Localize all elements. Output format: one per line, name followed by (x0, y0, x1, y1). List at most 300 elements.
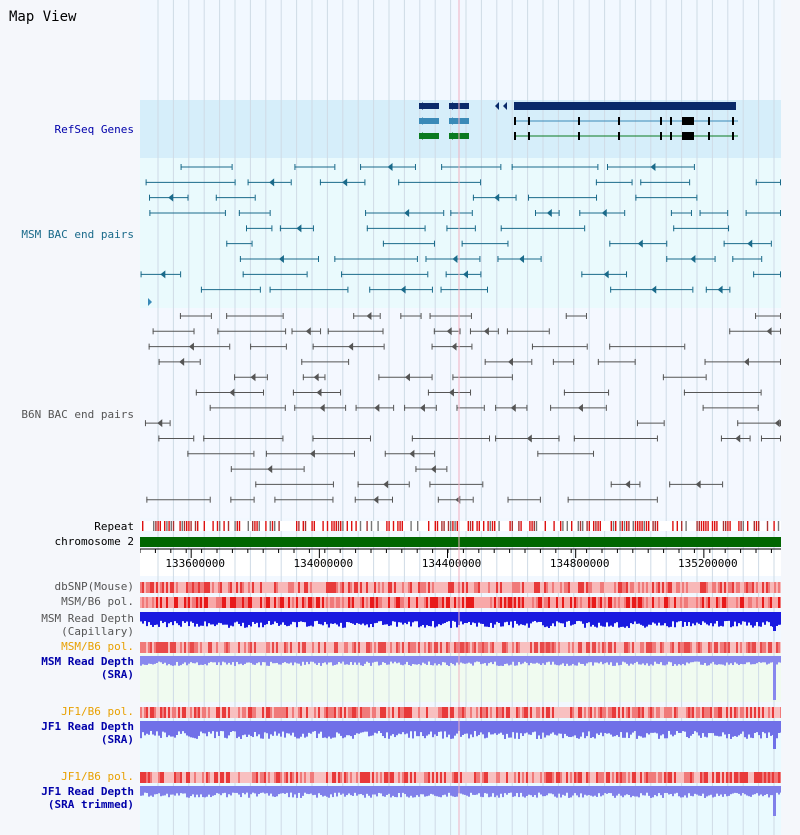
depth-bar (628, 721, 630, 738)
depth-bar (234, 656, 236, 666)
depth-bar (266, 612, 268, 624)
depth-bar (492, 786, 494, 793)
depth-bar (414, 656, 416, 664)
density-cell (380, 582, 382, 593)
density-cell (264, 642, 266, 653)
depth-bar (392, 721, 394, 734)
bac-end (250, 344, 251, 350)
depth-bar (188, 656, 190, 664)
bac-end (780, 328, 781, 334)
depth-bar (596, 612, 598, 628)
depth-bar (362, 656, 364, 666)
msm-b6-pol-2-label[interactable]: MSM/B6 pol. (61, 640, 134, 653)
density-cell (380, 642, 382, 653)
density-cell (404, 597, 406, 608)
jf1-read-depth-trim-label-1[interactable]: JF1 Read Depth (41, 785, 134, 798)
depth-bar (676, 612, 678, 622)
bac-end (432, 374, 433, 380)
depth-bar (256, 656, 258, 663)
bac-end (153, 328, 154, 334)
bac-end (211, 313, 212, 319)
density-cell (754, 772, 756, 783)
bac-end (378, 374, 379, 380)
density-cell (200, 707, 202, 718)
density-cell (638, 772, 640, 783)
refseq-genes-label[interactable]: RefSeq Genes (54, 123, 134, 136)
msm-b6-pol-label[interactable]: MSM/B6 pol. (61, 595, 134, 608)
density-cell (530, 772, 532, 783)
density-cell (346, 597, 348, 608)
density-cell (268, 642, 270, 653)
density-cell (148, 582, 150, 593)
axis-tick-label: 134800000 (549, 557, 610, 570)
density-cell (392, 597, 394, 608)
density-cell (148, 772, 150, 783)
depth-bar (740, 786, 742, 796)
depth-bar (302, 612, 304, 622)
density-cell (668, 707, 670, 718)
depth-bar (198, 656, 200, 665)
depth-bar (446, 612, 448, 622)
depth-bar (452, 786, 454, 796)
bac-end (398, 179, 399, 185)
density-cell (540, 582, 542, 593)
bac-end (400, 313, 401, 319)
density-cell (752, 597, 754, 608)
depth-bar (602, 656, 604, 664)
depth-bar (162, 656, 164, 664)
density-cell (358, 642, 360, 653)
depth-bar (194, 656, 196, 663)
density-cell (778, 707, 780, 718)
density-cell (780, 642, 781, 653)
depth-bar (380, 721, 382, 733)
repeat-mark (652, 521, 653, 531)
bac-end (253, 451, 254, 457)
depth-bar (414, 721, 416, 731)
depth-bar (226, 721, 228, 738)
depth-bar (596, 656, 598, 663)
density-cell (368, 642, 370, 653)
depth-bar (540, 721, 542, 739)
density-cell (478, 642, 480, 653)
density-cell (232, 772, 234, 783)
density-cell (600, 707, 602, 718)
density-cell (280, 582, 282, 593)
depth-bar (362, 786, 364, 795)
density-cell (746, 642, 748, 653)
dbsnp-label[interactable]: dbSNP(Mouse) (54, 580, 134, 593)
density-cell (188, 707, 190, 718)
depth-bar (470, 656, 472, 664)
depth-bar (508, 656, 510, 665)
density-cell (602, 707, 604, 718)
depth-bar (562, 656, 564, 663)
depth-bar (394, 612, 396, 622)
density-cell (320, 772, 322, 783)
bac-end (626, 271, 627, 277)
depth-bar (292, 786, 294, 797)
density-cell (608, 597, 610, 608)
density-cell (738, 597, 740, 608)
density-cell (426, 582, 428, 593)
density-cell (514, 772, 516, 783)
depth-bar (764, 656, 766, 662)
repeat-mark (184, 521, 185, 531)
density-cell (668, 642, 670, 653)
depth-bar (536, 721, 538, 739)
density-cell (584, 642, 586, 653)
density-cell (314, 582, 316, 593)
depth-bar (258, 656, 260, 662)
density-cell (746, 707, 748, 718)
depth-bar (374, 786, 376, 794)
depth-bar (610, 786, 612, 793)
depth-bar (466, 612, 468, 623)
exon (732, 117, 734, 125)
density-cell (734, 597, 736, 608)
depth-bar (514, 656, 516, 666)
density-cell (418, 642, 420, 653)
depth-bar (368, 721, 370, 736)
density-cell (152, 597, 154, 608)
depth-bar (612, 612, 614, 627)
bac-end (541, 256, 542, 262)
depth-bar (586, 656, 588, 663)
depth-bar (502, 656, 504, 666)
depth-bar (346, 612, 348, 622)
density-cell (238, 772, 240, 783)
density-cell (374, 582, 376, 593)
depth-bar (764, 721, 766, 733)
depth-bar (688, 721, 690, 738)
depth-bar (264, 612, 266, 625)
density-cell (586, 772, 588, 783)
density-cell (566, 707, 568, 718)
density-cell (362, 582, 364, 593)
depth-bar (408, 721, 410, 738)
depth-bar (588, 656, 590, 662)
density-cell (460, 597, 462, 608)
density-cell (164, 597, 166, 608)
depth-bar (338, 612, 340, 626)
density-cell (660, 707, 662, 718)
density-cell (746, 597, 748, 608)
depth-bar (714, 721, 716, 736)
depth-bar (664, 612, 666, 623)
depth-bar (226, 656, 228, 665)
bac-end (434, 328, 435, 334)
depth-bar (646, 786, 648, 793)
depth-bar (576, 786, 578, 795)
density-cell (498, 707, 500, 718)
depth-bar (304, 656, 306, 665)
depth-bar (424, 721, 426, 738)
depth-bar (218, 721, 220, 736)
depth-bar (274, 786, 276, 797)
density-cell (696, 642, 698, 653)
repeat-mark (672, 521, 673, 531)
bac-end (267, 374, 268, 380)
density-cell (708, 597, 710, 608)
depth-bar (148, 721, 150, 735)
depth-bar (390, 721, 392, 736)
density-cell (290, 707, 292, 718)
density-cell (142, 642, 144, 653)
depth-bar (202, 656, 204, 665)
density-cell (700, 707, 702, 718)
density-cell (430, 597, 432, 608)
density-cell (636, 772, 638, 783)
depth-bar (584, 612, 586, 628)
density-cell (756, 707, 758, 718)
density-cell (166, 772, 168, 783)
density-cell (244, 772, 246, 783)
depth-bar (498, 612, 500, 623)
depth-bar (328, 786, 330, 798)
depth-bar (142, 612, 144, 624)
density-cell (494, 772, 496, 783)
density-cell (454, 597, 456, 608)
depth-bar (468, 721, 470, 738)
density-cell (224, 582, 226, 593)
depth-bar (726, 786, 728, 796)
density-cell (522, 772, 524, 783)
density-cell (724, 772, 726, 783)
depth-bar (202, 786, 204, 797)
depth-bar (248, 786, 250, 798)
repeat-mark (388, 521, 389, 531)
density-cell (564, 642, 566, 653)
depth-bar (450, 721, 452, 739)
repeat-mark (274, 521, 275, 531)
depth-bar (696, 656, 698, 662)
depth-bar (364, 656, 366, 664)
depth-bar (560, 721, 562, 734)
density-cell (352, 642, 354, 653)
track-panel[interactable] (140, 0, 781, 835)
density-cell (198, 772, 200, 783)
density-cell (406, 597, 408, 608)
jf1-b6-pol-label[interactable]: JF1/B6 pol. (61, 705, 134, 718)
msm-read-depth-sra-label-1[interactable]: MSM Read Depth (41, 655, 134, 668)
density-cell (420, 582, 422, 593)
density-cell (588, 707, 590, 718)
depth-bar (178, 721, 180, 731)
density-cell (762, 582, 764, 593)
density-cell (766, 582, 768, 593)
depth-bar (740, 656, 742, 664)
density-cell (388, 642, 390, 653)
bac-end (758, 405, 759, 411)
density-cell (756, 642, 758, 653)
bac-end (691, 210, 692, 216)
density-cell (772, 772, 774, 783)
bac-end (226, 313, 227, 319)
depth-bar (454, 656, 456, 666)
density-cell (498, 642, 500, 653)
depth-bar (176, 786, 178, 793)
density-cell (740, 597, 742, 608)
density-cell (424, 642, 426, 653)
density-cell (286, 597, 288, 608)
density-cell (696, 597, 698, 608)
depth-bar (460, 721, 462, 737)
depth-bar (350, 656, 352, 662)
repeat-mark (597, 521, 598, 531)
density-cell (772, 642, 774, 653)
bac-end (480, 271, 481, 277)
density-cell (524, 642, 526, 653)
density-cell (390, 597, 392, 608)
depth-bar (322, 721, 324, 738)
density-cell (652, 707, 654, 718)
density-cell (482, 772, 484, 783)
density-cell (538, 582, 540, 593)
jf1-read-depth-sra-label-1[interactable]: JF1 Read Depth (41, 720, 134, 733)
depth-bar (492, 612, 494, 628)
density-cell (248, 772, 250, 783)
depth-bar (768, 786, 770, 797)
msm-read-depth-cap-label-1[interactable]: MSM Read Depth (41, 612, 134, 625)
depth-bar (620, 721, 622, 732)
density-cell (606, 582, 608, 593)
repeat-mark (296, 521, 297, 531)
density-cell (436, 707, 438, 718)
bac-end (608, 390, 609, 396)
density-cell (164, 582, 166, 593)
density-cell (214, 772, 216, 783)
depth-bar (398, 786, 400, 793)
depth-bar (394, 721, 396, 737)
density-cell (230, 772, 232, 783)
density-cell (312, 642, 314, 653)
depth-bar (312, 612, 314, 627)
depth-bar (564, 656, 566, 666)
density-cell (586, 597, 588, 608)
depth-bar (246, 786, 248, 793)
density-cell (432, 642, 434, 653)
density-cell (150, 707, 152, 718)
density-cell (376, 582, 378, 593)
depth-bar (550, 786, 552, 793)
depth-bar (574, 612, 576, 624)
bac-end (370, 435, 371, 441)
density-cell (738, 772, 740, 783)
depth-bar (362, 721, 364, 732)
density-cell (538, 772, 540, 783)
density-cell (630, 642, 632, 653)
depth-bar (718, 786, 720, 796)
repeat-mark (699, 521, 700, 531)
depth-bar (690, 656, 692, 662)
density-cell (356, 772, 358, 783)
density-cell (456, 582, 458, 593)
b6n-bac-label[interactable]: B6N BAC end pairs (21, 408, 134, 421)
depth-bar (388, 612, 390, 626)
depth-bar (546, 656, 548, 662)
density-cell (302, 642, 304, 653)
bac-end (271, 225, 272, 231)
density-cell (476, 707, 478, 718)
depth-bar (170, 721, 172, 737)
bac-end (512, 374, 513, 380)
bac-end (334, 164, 335, 170)
depth-bar (582, 612, 584, 624)
msm-bac-label[interactable]: MSM BAC end pairs (21, 228, 134, 241)
density-cell (446, 772, 448, 783)
density-cell (512, 772, 514, 783)
density-cell (630, 582, 632, 593)
density-cell (462, 707, 464, 718)
repeat-mark (452, 521, 453, 531)
jf1-b6-pol-2-label[interactable]: JF1/B6 pol. (61, 770, 134, 783)
bac-end (432, 287, 433, 293)
depth-bar (716, 656, 718, 665)
depth-bar (444, 786, 446, 795)
repeat-mark (186, 521, 187, 531)
depth-bar (712, 656, 714, 662)
tracks-canvas[interactable] (140, 0, 781, 835)
bac-end (737, 420, 738, 426)
density-cell (504, 642, 506, 653)
density-cell (228, 707, 230, 718)
density-cell (252, 707, 254, 718)
density-cell (470, 707, 472, 718)
depth-bar (572, 612, 574, 625)
repeat-mark (371, 521, 372, 531)
depth-bar (598, 786, 600, 793)
density-cell (158, 597, 160, 608)
density-cell (298, 707, 300, 718)
density-cell (774, 597, 776, 608)
density-cell (266, 707, 268, 718)
depth-bar (156, 721, 158, 731)
density-cell (476, 582, 478, 593)
depth-bar (210, 656, 212, 662)
depth-bar (656, 656, 658, 664)
depth-bar (574, 786, 576, 793)
depth-bar (296, 656, 298, 663)
depth-bar (710, 612, 712, 623)
density-cell (720, 707, 722, 718)
density-cell (196, 597, 198, 608)
density-cell (490, 772, 492, 783)
density-cell (736, 597, 738, 608)
density-cell (778, 642, 780, 653)
depth-bar (706, 786, 708, 796)
depth-bar (632, 656, 634, 665)
density-cell (466, 642, 468, 653)
density-cell (396, 597, 398, 608)
repeat-mark (166, 521, 167, 531)
depth-bar (316, 721, 318, 738)
depth-bar (282, 721, 284, 732)
density-cell (298, 597, 300, 608)
density-cell (728, 597, 730, 608)
density-cell (658, 707, 660, 718)
depth-bar (602, 612, 604, 627)
density-cell (422, 707, 424, 718)
depth-bar (258, 786, 260, 794)
density-cell (652, 642, 654, 653)
density-cell (350, 642, 352, 653)
density-cell (608, 772, 610, 783)
density-cell (510, 772, 512, 783)
bac-end (780, 179, 781, 185)
density-cell (618, 582, 620, 593)
density-cell (560, 582, 562, 593)
